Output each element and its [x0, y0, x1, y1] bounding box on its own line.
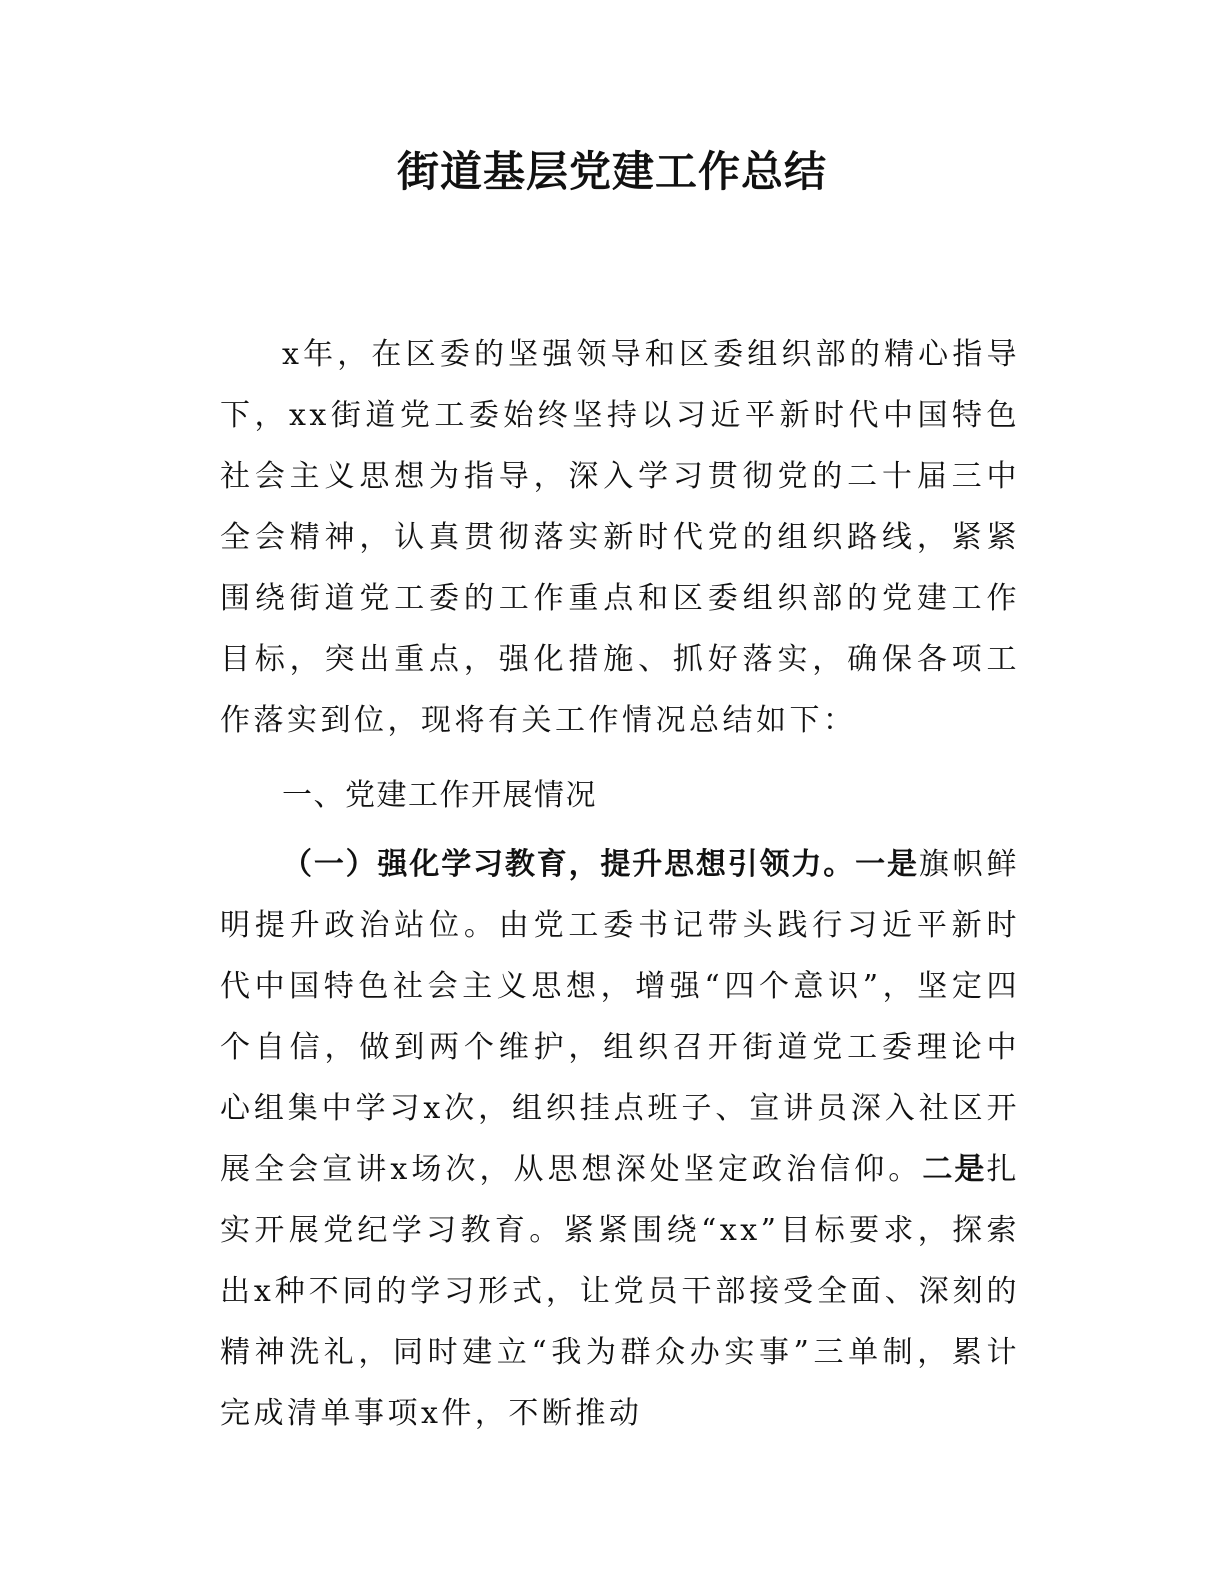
- intro-paragraph: x年，在区委的坚强领导和区委组织部的精心指导下，xx街道党工委始终坚持以习近平新时代中国特色社会主义思想为指导，深入学习贯彻党的二十届三中全会精神，认真贯彻落实新时代党的组织路线，紧紧围绕街道党工委的工作重点和区委组织部的党建工作目标，突出重点，强化措施、抓好落实，确保各项工作落实到位，现将有关工作情况总结如下：: [220, 337, 1020, 738]
- item-label-first: 一是: [855, 847, 919, 882]
- item-text-second: 扎实开展党纪学习教育。紧紧围绕“xx”目标要求，探索出x种不同的学习形式，让党员干部接受全面、深刻的精神洗礼，同时建立“我为群众办实事”三单制，累计完成清单事项x件，不断推动: [220, 1152, 1020, 1431]
- document-body: [220, 324, 1020, 1444]
- item-label-second: 二是: [922, 1152, 987, 1187]
- section-heading: 一、党建工作开展情况: [282, 778, 597, 813]
- item-text-first: 旗帜鲜明提升政治站位。由党工委书记带头践行习近平新时代中国特色社会主义思想，增强“四个意识”，坚定四个自信，做到两个维护，组织召开街道党工委理论中心组集中学习x次，组织挂点班子、宣讲员深入社区开展全会宣讲x场次，从思想深处坚定政治信仰。: [220, 847, 1021, 1187]
- subsection-lead: （一）强化学习教育，提升思想引领力。: [282, 847, 856, 882]
- document-title: 街道基层党建工作总结: [396, 147, 827, 196]
- subsection-paragraph: [220, 834, 1020, 1444]
